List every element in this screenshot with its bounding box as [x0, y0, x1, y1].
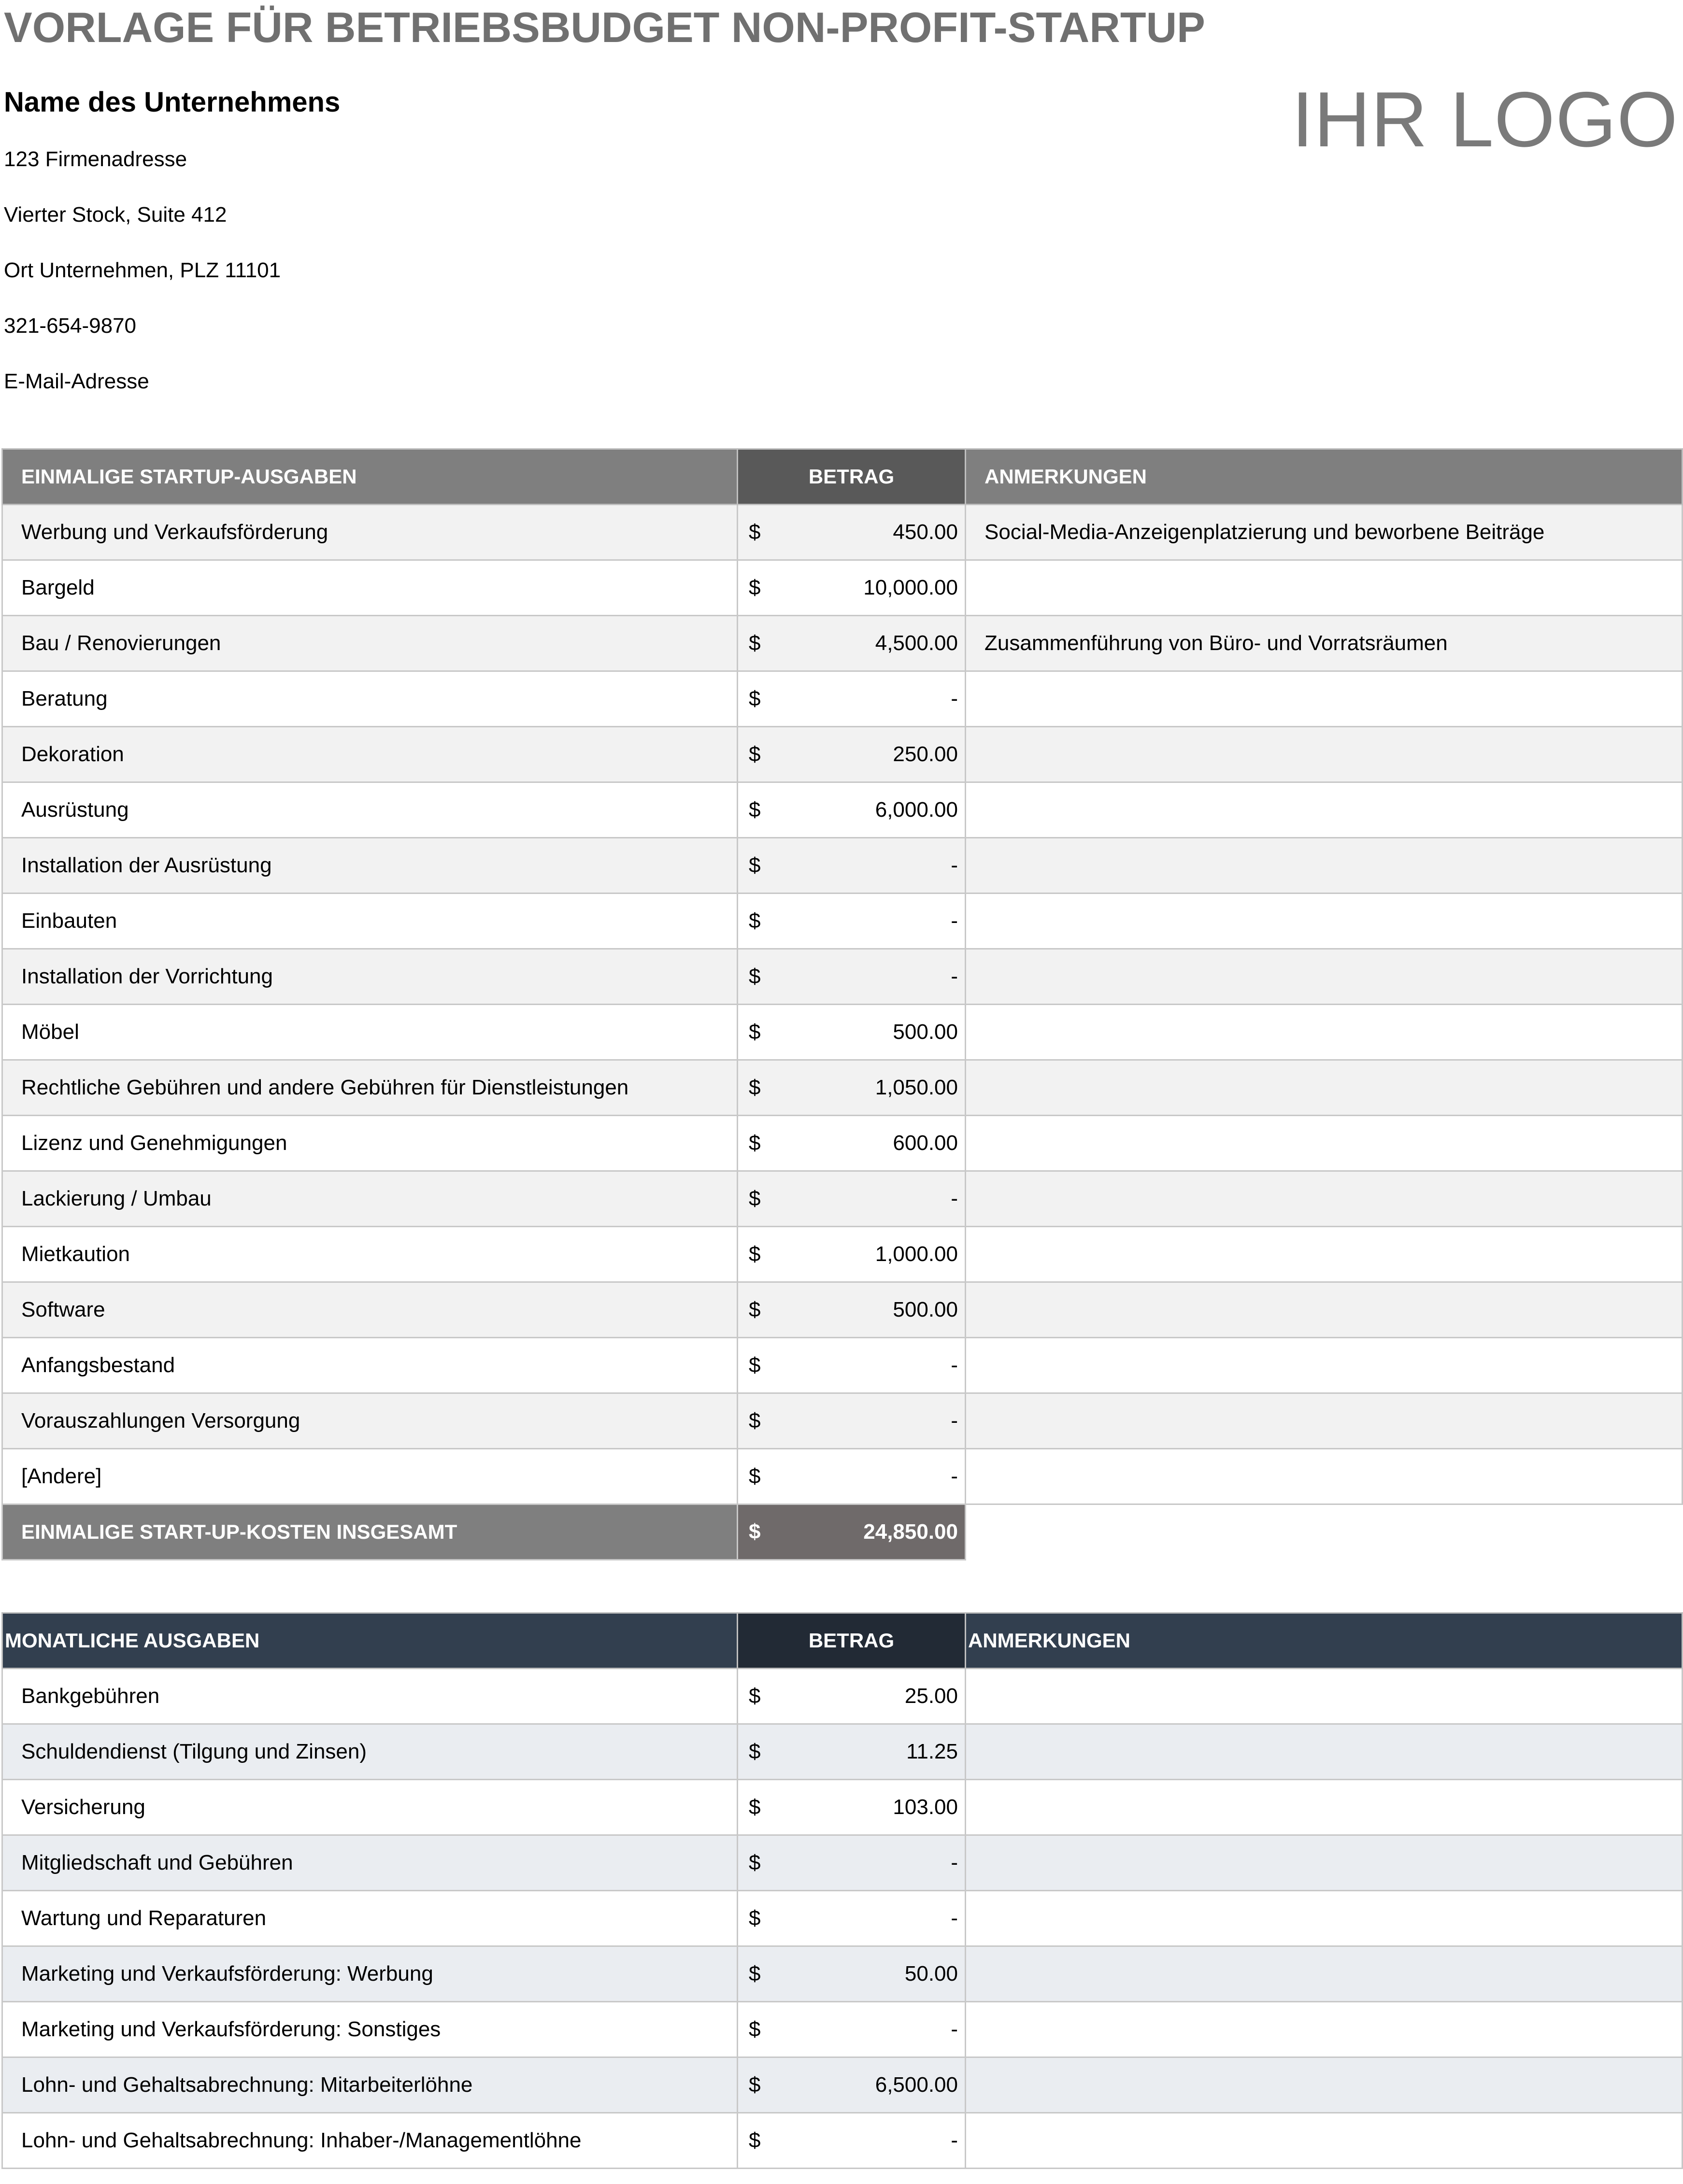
- notes-cell[interactable]: [966, 838, 1683, 893]
- currency-symbol: $: [749, 520, 761, 544]
- amount-value: 1,050.00: [875, 1076, 958, 1099]
- table-row: [2, 1338, 1683, 1393]
- table-row: [2, 1669, 1683, 1724]
- currency-symbol: $: [749, 1520, 761, 1544]
- expense-label-cell[interactable]: Ausrüstung: [2, 782, 738, 838]
- table-row: [2, 2113, 1683, 2169]
- amount-value: -: [951, 2017, 958, 2041]
- notes-cell[interactable]: [966, 560, 1683, 616]
- amount-value: 10,000.00: [863, 576, 958, 599]
- currency-symbol: $: [749, 1298, 761, 1321]
- logo-placeholder: IHR LOGO: [1291, 76, 1678, 163]
- amount-value: -: [951, 964, 958, 988]
- notes-cell[interactable]: [966, 949, 1683, 1005]
- amount-value: 4,500.00: [875, 631, 958, 655]
- amount-cell[interactable]: [738, 2002, 966, 2057]
- currency-symbol: $: [749, 631, 761, 655]
- table-row: [2, 1171, 1683, 1227]
- address-line: Vierter Stock, Suite 412: [4, 203, 227, 227]
- expense-label-cell[interactable]: [Andere]: [2, 1449, 738, 1504]
- table-row: [2, 727, 1683, 782]
- currency-symbol: $: [749, 1409, 761, 1432]
- expense-label-cell[interactable]: Bankgebühren: [2, 1669, 738, 1724]
- currency-symbol: $: [749, 1020, 761, 1044]
- currency-symbol: $: [749, 1684, 761, 1708]
- amount-value: -: [951, 2128, 958, 2152]
- currency-symbol: $: [749, 576, 761, 599]
- table-row: [2, 671, 1683, 727]
- amount-value: -: [951, 1464, 958, 1488]
- table-row: [2, 1449, 1683, 1504]
- amount-cell[interactable]: [738, 1780, 966, 1835]
- amount-cell[interactable]: [738, 505, 966, 560]
- expense-label-cell[interactable]: Versicherung: [2, 1780, 738, 1835]
- amount-value: -: [951, 1906, 958, 1930]
- amount-cell[interactable]: [738, 727, 966, 782]
- expense-label-cell[interactable]: Lizenz und Genehmigungen: [2, 1116, 738, 1171]
- phone-number: 321-654-9870: [4, 314, 137, 338]
- total-row: [2, 1504, 1683, 1560]
- amount-value: 250.00: [893, 742, 958, 766]
- notes-cell[interactable]: [966, 2057, 1683, 2113]
- amount-value: -: [951, 1353, 958, 1377]
- currency-symbol: $: [749, 1242, 761, 1266]
- amount-value: 500.00: [893, 1020, 958, 1044]
- company-name: Name des Unternehmens: [4, 86, 341, 118]
- table-header-row: [2, 1613, 1683, 1669]
- expense-label-cell[interactable]: Werbung und Verkaufsförderung: [2, 505, 738, 560]
- expense-label-cell[interactable]: Lohn- und Gehaltsabrechnung: Inhaber-/Managementlöhne: [2, 2113, 738, 2169]
- expense-label-cell[interactable]: Beratung: [2, 671, 738, 727]
- amount-value: 103.00: [893, 1795, 958, 1819]
- notes-cell[interactable]: [966, 782, 1683, 838]
- amount-value: -: [951, 1851, 958, 1874]
- expense-label-cell[interactable]: Einbauten: [2, 893, 738, 949]
- amount-cell[interactable]: [738, 1946, 966, 2002]
- expense-label-cell[interactable]: Marketing und Verkaufsförderung: Sonstiges: [2, 2002, 738, 2057]
- total-label: EINMALIGE START-UP-KOSTEN INSGESAMT: [2, 1504, 738, 1560]
- table-row: [2, 893, 1683, 949]
- expense-label-cell[interactable]: Software: [2, 1282, 738, 1338]
- table-row: [2, 1227, 1683, 1282]
- amount-cell[interactable]: [738, 616, 966, 671]
- expense-label-cell[interactable]: Marketing und Verkaufsförderung: Werbung: [2, 1946, 738, 2002]
- table-row: [2, 2002, 1683, 2057]
- table-row: [2, 1946, 1683, 2002]
- expense-label-cell[interactable]: Rechtliche Gebühren und andere Gebühren für Dienstleistungen: [2, 1060, 738, 1116]
- amount-cell[interactable]: [738, 1060, 966, 1116]
- column-header-label: EINMALIGE STARTUP-AUSGABEN: [2, 449, 738, 505]
- table-row: [2, 1282, 1683, 1338]
- amount-value: 50.00: [904, 1962, 958, 1985]
- amount-cell[interactable]: [738, 1724, 966, 1780]
- amount-cell[interactable]: [738, 1338, 966, 1393]
- expense-label-cell[interactable]: Schuldendienst (Tilgung und Zinsen): [2, 1724, 738, 1780]
- total-amount: 24,850.00: [863, 1520, 958, 1544]
- monthly-expenses-table: [1, 1612, 1683, 2169]
- notes-cell[interactable]: [966, 671, 1683, 727]
- column-header-notes: ANMERKUNGEN: [966, 1613, 1683, 1669]
- expense-label-cell[interactable]: Vorauszahlungen Versorgung: [2, 1393, 738, 1449]
- amount-cell[interactable]: [738, 2057, 966, 2113]
- currency-symbol: $: [749, 1076, 761, 1099]
- currency-symbol: $: [749, 2128, 761, 2152]
- amount-value: -: [951, 1409, 958, 1432]
- amount-cell[interactable]: [738, 1005, 966, 1060]
- startup-expenses-table: [1, 448, 1683, 1560]
- expense-label-cell[interactable]: Wartung und Reparaturen: [2, 1891, 738, 1946]
- table-row: [2, 2057, 1683, 2113]
- currency-symbol: $: [749, 1962, 761, 1985]
- currency-symbol: $: [749, 964, 761, 988]
- notes-cell[interactable]: [966, 1171, 1683, 1227]
- amount-cell[interactable]: [738, 1116, 966, 1171]
- expense-label-cell[interactable]: Dekoration: [2, 727, 738, 782]
- expense-label-cell[interactable]: Installation der Ausrüstung: [2, 838, 738, 893]
- notes-cell[interactable]: [966, 1669, 1683, 1724]
- notes-cell[interactable]: [966, 893, 1683, 949]
- expense-label-cell[interactable]: Lackierung / Umbau: [2, 1171, 738, 1227]
- amount-value: -: [951, 909, 958, 933]
- amount-cell[interactable]: [738, 560, 966, 616]
- amount-cell[interactable]: [738, 1891, 966, 1946]
- notes-cell[interactable]: [966, 1393, 1683, 1449]
- table-row: [2, 1835, 1683, 1891]
- amount-cell[interactable]: [738, 1393, 966, 1449]
- currency-symbol: $: [749, 1131, 761, 1155]
- table-row: [2, 782, 1683, 838]
- expense-label-cell[interactable]: Anfangsbestand: [2, 1338, 738, 1393]
- amount-cell[interactable]: [738, 782, 966, 838]
- notes-cell[interactable]: [966, 1724, 1683, 1780]
- amount-value: 500.00: [893, 1298, 958, 1321]
- expense-label-cell[interactable]: Lohn- und Gehaltsabrechnung: Mitarbeiterlöhne: [2, 2057, 738, 2113]
- amount-cell[interactable]: [738, 949, 966, 1005]
- currency-symbol: $: [749, 909, 761, 933]
- expense-label-cell[interactable]: Bargeld: [2, 560, 738, 616]
- amount-cell[interactable]: [738, 2113, 966, 2169]
- amount-value: 450.00: [893, 520, 958, 544]
- total-amount-cell[interactable]: [738, 1504, 966, 1560]
- column-header-label: MONATLICHE AUSGABEN: [2, 1613, 738, 1669]
- currency-symbol: $: [749, 1851, 761, 1874]
- column-header-amount: BETRAG: [738, 1613, 966, 1669]
- amount-cell[interactable]: [738, 1669, 966, 1724]
- column-header-notes: ANMERKUNGEN: [966, 449, 1683, 505]
- expense-label-cell[interactable]: Bau / Renovierungen: [2, 616, 738, 671]
- amount-value: 11.25: [906, 1740, 958, 1763]
- currency-symbol: $: [749, 1740, 761, 1763]
- notes-cell[interactable]: [966, 2113, 1683, 2169]
- amount-cell[interactable]: [738, 893, 966, 949]
- email-address: E-Mail-Adresse: [4, 369, 149, 393]
- notes-cell[interactable]: [966, 1946, 1683, 2002]
- amount-value: 6,500.00: [875, 2073, 958, 2097]
- table-row: [2, 1724, 1683, 1780]
- notes-cell[interactable]: [966, 1891, 1683, 1946]
- currency-symbol: $: [749, 1906, 761, 1930]
- column-header-amount: BETRAG: [738, 449, 966, 505]
- table-row: [2, 1393, 1683, 1449]
- notes-cell[interactable]: [966, 1780, 1683, 1835]
- currency-symbol: $: [749, 1464, 761, 1488]
- expense-label-cell[interactable]: Installation der Vorrichtung: [2, 949, 738, 1005]
- empty-cell: [966, 1504, 1683, 1560]
- currency-symbol: $: [749, 1187, 761, 1210]
- amount-value: -: [951, 687, 958, 710]
- table-row: [2, 949, 1683, 1005]
- currency-symbol: $: [749, 742, 761, 766]
- currency-symbol: $: [749, 1795, 761, 1819]
- notes-cell[interactable]: [966, 1282, 1683, 1338]
- currency-symbol: $: [749, 2073, 761, 2097]
- amount-cell[interactable]: [738, 838, 966, 893]
- amount-value: 1,000.00: [875, 1242, 958, 1266]
- currency-symbol: $: [749, 1353, 761, 1377]
- table-row: [2, 1116, 1683, 1171]
- amount-cell[interactable]: [738, 1227, 966, 1282]
- notes-cell[interactable]: [966, 1449, 1683, 1504]
- address-line: 123 Firmenadresse: [4, 147, 187, 171]
- notes-cell[interactable]: [966, 2002, 1683, 2057]
- address-line: Ort Unternehmen, PLZ 11101: [4, 258, 281, 282]
- amount-cell[interactable]: [738, 671, 966, 727]
- notes-cell[interactable]: [966, 1227, 1683, 1282]
- currency-symbol: $: [749, 2017, 761, 2041]
- notes-cell[interactable]: [966, 1060, 1683, 1116]
- amount-value: -: [951, 853, 958, 877]
- notes-cell[interactable]: [966, 1338, 1683, 1393]
- table-row: [2, 505, 1683, 560]
- notes-cell[interactable]: Social-Media-Anzeigenplatzierung und beworbene Beiträge: [966, 505, 1683, 560]
- currency-symbol: $: [749, 853, 761, 877]
- table-row: [2, 1891, 1683, 1946]
- currency-symbol: $: [749, 798, 761, 822]
- expense-label-cell[interactable]: Mietkaution: [2, 1227, 738, 1282]
- table-row: [2, 1780, 1683, 1835]
- amount-value: 600.00: [893, 1131, 958, 1155]
- currency-symbol: $: [749, 687, 761, 710]
- notes-cell[interactable]: Zusammenführung von Büro- und Vorratsräumen: [966, 616, 1683, 671]
- expense-label-cell[interactable]: Mitgliedschaft und Gebühren: [2, 1835, 738, 1891]
- notes-cell[interactable]: [966, 727, 1683, 782]
- notes-cell[interactable]: [966, 1005, 1683, 1060]
- table-row: [2, 838, 1683, 893]
- amount-value: 25.00: [904, 1684, 958, 1708]
- page-title: VORLAGE FÜR BETRIEBSBUDGET NON-PROFIT-STARTUP: [4, 3, 1205, 51]
- notes-cell[interactable]: [966, 1116, 1683, 1171]
- table-header-row: [2, 449, 1683, 505]
- table-row: [2, 560, 1683, 616]
- amount-cell[interactable]: [738, 1171, 966, 1227]
- table-row: [2, 616, 1683, 671]
- table-row: [2, 1060, 1683, 1116]
- amount-cell[interactable]: [738, 1835, 966, 1891]
- expense-label-cell[interactable]: Möbel: [2, 1005, 738, 1060]
- amount-value: -: [951, 1187, 958, 1210]
- amount-cell[interactable]: [738, 1282, 966, 1338]
- amount-cell[interactable]: [738, 1449, 966, 1504]
- table-row: [2, 1005, 1683, 1060]
- notes-cell[interactable]: [966, 1835, 1683, 1891]
- amount-value: 6,000.00: [875, 798, 958, 822]
